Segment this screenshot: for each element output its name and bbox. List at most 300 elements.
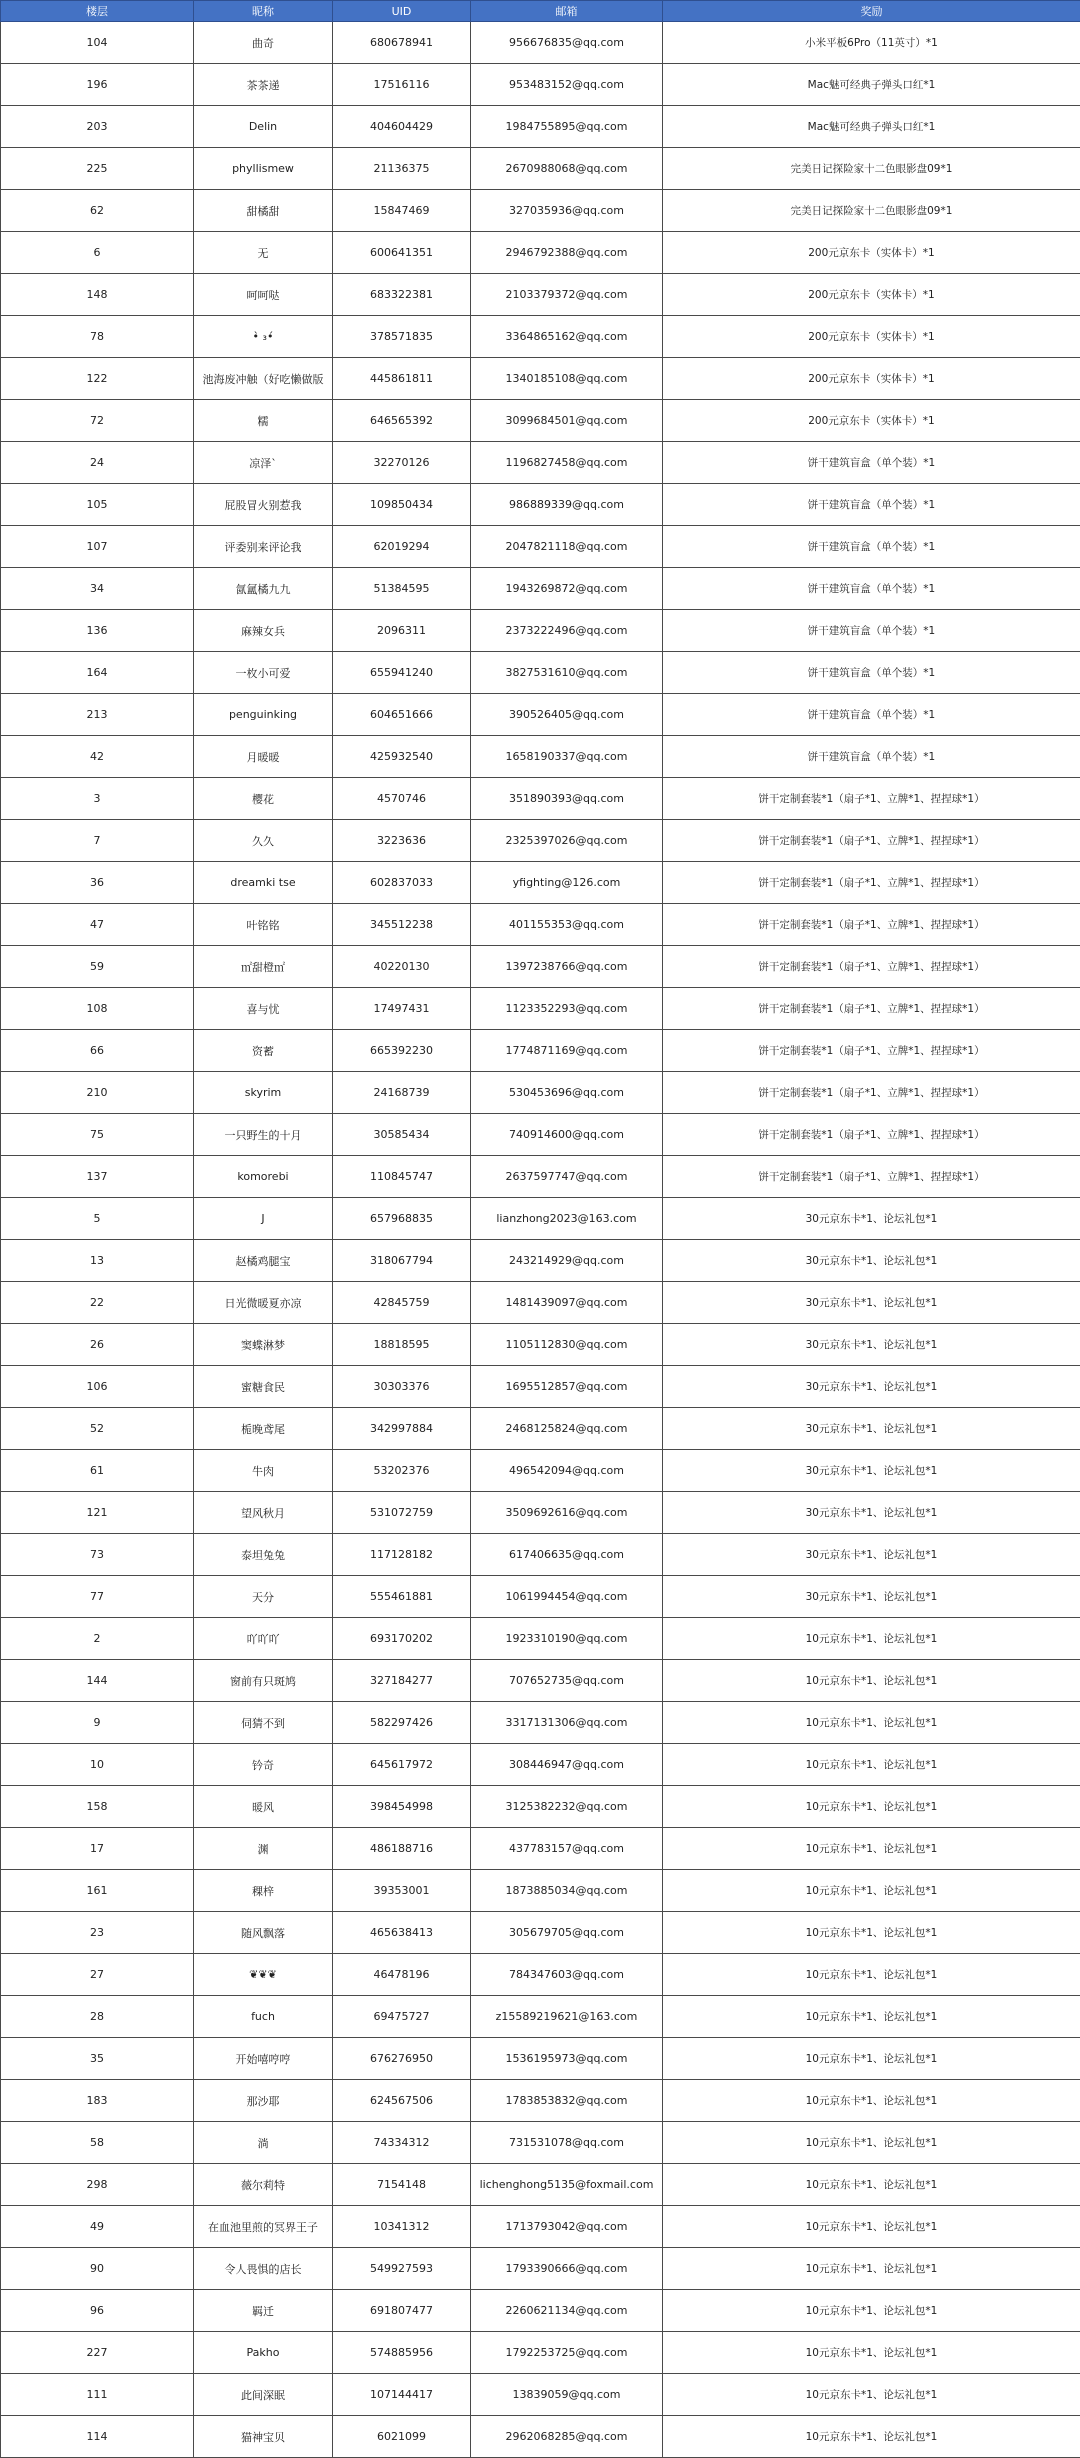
cell-nickname: 在血池里煎的冥界王子 [194, 2206, 333, 2248]
cell-nickname: 呵呵哒 [194, 274, 333, 316]
cell-nickname: 池海废冲触（好吃懒做版 [194, 358, 333, 400]
cell-uid: 24168739 [333, 1072, 471, 1114]
cell-nickname: 屁股冒火别惹我 [194, 484, 333, 526]
cell-uid: 404604429 [333, 106, 471, 148]
cell-uid: 6021099 [333, 2416, 471, 2458]
table-row [1, 2416, 1080, 2458]
table-row [1, 1870, 1080, 1912]
cell-email: 1397238766@qq.com [471, 946, 663, 988]
cell-email: 956676835@qq.com [471, 22, 663, 64]
cell-nickname: 糯 [194, 400, 333, 442]
cell-nickname: 薇尔莉特 [194, 2164, 333, 2206]
cell-reward: 饼干定制套装*1（扇子*1、立牌*1、捏捏球*1） [663, 904, 1080, 946]
cell-email: 305679705@qq.com [471, 1912, 663, 1954]
cell-reward: 30元京东卡*1、论坛礼包*1 [663, 1450, 1080, 1492]
cell-email: 1792253725@qq.com [471, 2332, 663, 2374]
cell-uid: 10341312 [333, 2206, 471, 2248]
cell-reward: 30元京东卡*1、论坛礼包*1 [663, 1240, 1080, 1282]
cell-email: 2468125824@qq.com [471, 1408, 663, 1450]
table-row [1, 1072, 1080, 1114]
table-row [1, 106, 1080, 148]
table-row [1, 526, 1080, 568]
cell-uid: 398454998 [333, 1786, 471, 1828]
cell-nickname: 无 [194, 232, 333, 274]
cell-reward: 饼干建筑盲盒（单个装）*1 [663, 484, 1080, 526]
table-row [1, 1660, 1080, 1702]
cell-email: 2260621134@qq.com [471, 2290, 663, 2332]
cell-floor: 10 [1, 1744, 194, 1786]
cell-uid: 574885956 [333, 2332, 471, 2374]
cell-reward: 10元京东卡*1、论坛礼包*1 [663, 1786, 1080, 1828]
cell-floor: 7 [1, 820, 194, 862]
cell-uid: 21136375 [333, 148, 471, 190]
cell-reward: 200元京东卡（实体卡）*1 [663, 400, 1080, 442]
cell-floor: 34 [1, 568, 194, 610]
cell-reward: 10元京东卡*1、论坛礼包*1 [663, 1870, 1080, 1912]
table-row [1, 820, 1080, 862]
cell-floor: 49 [1, 2206, 194, 2248]
cell-nickname: 牛肉 [194, 1450, 333, 1492]
cell-email: lichenghong5135@foxmail.com [471, 2164, 663, 2206]
cell-reward: 完美日记探险家十二色眼影盘09*1 [663, 190, 1080, 232]
cell-nickname: 一枚小可爱 [194, 652, 333, 694]
cell-nickname: 泰坦兔兔 [194, 1534, 333, 1576]
table-row [1, 1954, 1080, 1996]
cell-floor: 5 [1, 1198, 194, 1240]
cell-reward: 完美日记探险家十二色眼影盘09*1 [663, 148, 1080, 190]
cell-floor: 158 [1, 1786, 194, 1828]
cell-reward: 饼干建筑盲盒（单个装）*1 [663, 652, 1080, 694]
table-row [1, 1702, 1080, 1744]
cell-nickname: 钤奇 [194, 1744, 333, 1786]
cell-nickname: ❦❦❦ [194, 1954, 333, 1996]
cell-email: 3317131306@qq.com [471, 1702, 663, 1744]
cell-nickname: 评委别来评论我 [194, 526, 333, 568]
cell-reward: 10元京东卡*1、论坛礼包*1 [663, 2332, 1080, 2374]
cell-floor: 27 [1, 1954, 194, 1996]
cell-uid: 39353001 [333, 1870, 471, 1912]
cell-uid: 465638413 [333, 1912, 471, 1954]
cell-floor: 62 [1, 190, 194, 232]
cell-email: 1713793042@qq.com [471, 2206, 663, 2248]
cell-email: 3125382232@qq.com [471, 1786, 663, 1828]
cell-floor: 36 [1, 862, 194, 904]
cell-reward: 200元京东卡（实体卡）*1 [663, 316, 1080, 358]
cell-floor: 47 [1, 904, 194, 946]
cell-uid: 62019294 [333, 526, 471, 568]
cell-email: 2373222496@qq.com [471, 610, 663, 652]
cell-uid: 110845747 [333, 1156, 471, 1198]
cell-email: 530453696@qq.com [471, 1072, 663, 1114]
cell-nickname: fuch [194, 1996, 333, 2038]
cell-email: 2103379372@qq.com [471, 274, 663, 316]
cell-email: 740914600@qq.com [471, 1114, 663, 1156]
table-row [1, 1366, 1080, 1408]
cell-reward: 10元京东卡*1、论坛礼包*1 [663, 2164, 1080, 2206]
cell-email: 3509692616@qq.com [471, 1492, 663, 1534]
cell-nickname: 渊 [194, 1828, 333, 1870]
cell-nickname: 资蓄 [194, 1030, 333, 1072]
table-row [1, 2038, 1080, 2080]
cell-floor: 66 [1, 1030, 194, 1072]
cell-uid: 30303376 [333, 1366, 471, 1408]
cell-nickname: 伺猜不到 [194, 1702, 333, 1744]
cell-email: 1658190337@qq.com [471, 736, 663, 778]
cell-nickname: 羁迁 [194, 2290, 333, 2332]
cell-reward: 10元京东卡*1、论坛礼包*1 [663, 2080, 1080, 2122]
cell-nickname: 窦蝶淋梦 [194, 1324, 333, 1366]
cell-email: 2946792388@qq.com [471, 232, 663, 274]
table-row [1, 2122, 1080, 2164]
cell-floor: 75 [1, 1114, 194, 1156]
cell-nickname: 曲奇 [194, 22, 333, 64]
cell-reward: 10元京东卡*1、论坛礼包*1 [663, 1618, 1080, 1660]
cell-reward: 饼干定制套装*1（扇子*1、立牌*1、捏捏球*1） [663, 1114, 1080, 1156]
cell-nickname: 氤氲橘九九 [194, 568, 333, 610]
cell-floor: 105 [1, 484, 194, 526]
cell-nickname: komorebi [194, 1156, 333, 1198]
cell-email: 986889339@qq.com [471, 484, 663, 526]
cell-email: 1536195973@qq.com [471, 2038, 663, 2080]
table-row [1, 1786, 1080, 1828]
cell-uid: 40220130 [333, 946, 471, 988]
cell-reward: 饼干定制套装*1（扇子*1、立牌*1、捏捏球*1） [663, 1072, 1080, 1114]
cell-uid: 600641351 [333, 232, 471, 274]
cell-reward: 饼干建筑盲盒（单个装）*1 [663, 526, 1080, 568]
cell-email: 3364865162@qq.com [471, 316, 663, 358]
cell-email: 2637597747@qq.com [471, 1156, 663, 1198]
cell-floor: 22 [1, 1282, 194, 1324]
cell-email: yfighting@126.com [471, 862, 663, 904]
cell-email: 1105112830@qq.com [471, 1324, 663, 1366]
cell-email: 1984755895@qq.com [471, 106, 663, 148]
cell-uid: 15847469 [333, 190, 471, 232]
cell-floor: 107 [1, 526, 194, 568]
cell-email: 1793390666@qq.com [471, 2248, 663, 2290]
table-row [1, 946, 1080, 988]
cell-nickname: 窗前有只斑鸠 [194, 1660, 333, 1702]
cell-nickname: 那沙耶 [194, 2080, 333, 2122]
table-row [1, 2332, 1080, 2374]
cell-reward: 30元京东卡*1、论坛礼包*1 [663, 1534, 1080, 1576]
cell-floor: 23 [1, 1912, 194, 1954]
cell-reward: 饼干定制套装*1（扇子*1、立牌*1、捏捏球*1） [663, 778, 1080, 820]
cell-uid: 657968835 [333, 1198, 471, 1240]
cell-email: 1123352293@qq.com [471, 988, 663, 1030]
cell-floor: 9 [1, 1702, 194, 1744]
cell-nickname: 叶铭铭 [194, 904, 333, 946]
cell-nickname: 暖风 [194, 1786, 333, 1828]
cell-email: 437783157@qq.com [471, 1828, 663, 1870]
cell-floor: 225 [1, 148, 194, 190]
cell-floor: 52 [1, 1408, 194, 1450]
table-row [1, 988, 1080, 1030]
cell-uid: 42845759 [333, 1282, 471, 1324]
cell-reward: 10元京东卡*1、论坛礼包*1 [663, 2038, 1080, 2080]
table-row [1, 1576, 1080, 1618]
cell-email: 617406635@qq.com [471, 1534, 663, 1576]
cell-email: 1783853832@qq.com [471, 2080, 663, 2122]
cell-reward: 饼干建筑盲盒（单个装）*1 [663, 694, 1080, 736]
table-row [1, 1408, 1080, 1450]
cell-floor: 164 [1, 652, 194, 694]
cell-uid: 109850434 [333, 484, 471, 526]
cell-uid: 425932540 [333, 736, 471, 778]
table-row [1, 1030, 1080, 1072]
cell-nickname: 茶茶递 [194, 64, 333, 106]
cell-reward: 饼干建筑盲盒（单个装）*1 [663, 568, 1080, 610]
cell-email: 2325397026@qq.com [471, 820, 663, 862]
cell-reward: 饼干定制套装*1（扇子*1、立牌*1、捏捏球*1） [663, 820, 1080, 862]
cell-email: 3827531610@qq.com [471, 652, 663, 694]
cell-nickname: 令人畏惧的店长 [194, 2248, 333, 2290]
cell-floor: 144 [1, 1660, 194, 1702]
cell-reward: 30元京东卡*1、论坛礼包*1 [663, 1492, 1080, 1534]
cell-reward: 饼干定制套装*1（扇子*1、立牌*1、捏捏球*1） [663, 862, 1080, 904]
cell-nickname: skyrim [194, 1072, 333, 1114]
cell-email: 1943269872@qq.com [471, 568, 663, 610]
cell-uid: 327184277 [333, 1660, 471, 1702]
cell-reward: 30元京东卡*1、论坛礼包*1 [663, 1366, 1080, 1408]
cell-nickname: 随风飘落 [194, 1912, 333, 1954]
cell-uid: 693170202 [333, 1618, 471, 1660]
cell-floor: 136 [1, 610, 194, 652]
cell-floor: 114 [1, 2416, 194, 2458]
cell-floor: 13 [1, 1240, 194, 1282]
table-row [1, 2164, 1080, 2206]
cell-email: 390526405@qq.com [471, 694, 663, 736]
table-row [1, 610, 1080, 652]
table-row [1, 358, 1080, 400]
cell-uid: 46478196 [333, 1954, 471, 1996]
cell-floor: 28 [1, 1996, 194, 2038]
cell-nickname: 赵橘鸡腿宝 [194, 1240, 333, 1282]
header-email: 邮箱 [471, 1, 663, 22]
table-row [1, 904, 1080, 946]
cell-uid: 53202376 [333, 1450, 471, 1492]
cell-floor: 96 [1, 2290, 194, 2332]
cell-floor: 148 [1, 274, 194, 316]
cell-floor: 78 [1, 316, 194, 358]
cell-email: 243214929@qq.com [471, 1240, 663, 1282]
cell-reward: 饼干建筑盲盒（单个装）*1 [663, 736, 1080, 778]
cell-uid: 531072759 [333, 1492, 471, 1534]
cell-floor: 2 [1, 1618, 194, 1660]
header-reward: 奖励 [663, 1, 1080, 22]
table-row [1, 2248, 1080, 2290]
cell-uid: 680678941 [333, 22, 471, 64]
table-row [1, 1534, 1080, 1576]
cell-uid: 69475727 [333, 1996, 471, 2038]
cell-nickname: 吖吖吖 [194, 1618, 333, 1660]
table-row [1, 1198, 1080, 1240]
cell-floor: 106 [1, 1366, 194, 1408]
cell-nickname: 久久 [194, 820, 333, 862]
cell-nickname: 日光微暖夏亦凉 [194, 1282, 333, 1324]
cell-reward: 小米平板6Pro（11英寸）*1 [663, 22, 1080, 64]
cell-reward: 10元京东卡*1、论坛礼包*1 [663, 2248, 1080, 2290]
cell-floor: 59 [1, 946, 194, 988]
cell-uid: 18818595 [333, 1324, 471, 1366]
cell-email: 2047821118@qq.com [471, 526, 663, 568]
cell-uid: 4570746 [333, 778, 471, 820]
table-row [1, 442, 1080, 484]
cell-uid: 378571835 [333, 316, 471, 358]
cell-nickname: 天分 [194, 1576, 333, 1618]
cell-uid: 318067794 [333, 1240, 471, 1282]
cell-reward: 30元京东卡*1、论坛礼包*1 [663, 1282, 1080, 1324]
table-row [1, 1324, 1080, 1366]
cell-email: 1923310190@qq.com [471, 1618, 663, 1660]
cell-uid: 3223636 [333, 820, 471, 862]
cell-nickname: 喜与忧 [194, 988, 333, 1030]
cell-email: 1061994454@qq.com [471, 1576, 663, 1618]
cell-email: 327035936@qq.com [471, 190, 663, 232]
table-row [1, 1282, 1080, 1324]
cell-nickname: 稞梓 [194, 1870, 333, 1912]
cell-uid: 107144417 [333, 2374, 471, 2416]
table-row [1, 568, 1080, 610]
cell-uid: 17516116 [333, 64, 471, 106]
cell-nickname: 月暖暖 [194, 736, 333, 778]
cell-reward: 10元京东卡*1、论坛礼包*1 [663, 1912, 1080, 1954]
cell-reward: 30元京东卡*1、论坛礼包*1 [663, 1576, 1080, 1618]
cell-nickname: 凉泽` [194, 442, 333, 484]
cell-reward: 10元京东卡*1、论坛礼包*1 [663, 1954, 1080, 1996]
cell-email: 2670988068@qq.com [471, 148, 663, 190]
table-row [1, 1450, 1080, 1492]
cell-floor: 122 [1, 358, 194, 400]
cell-nickname: Delin [194, 106, 333, 148]
table-row [1, 1912, 1080, 1954]
cell-reward: Mac魅可经典子弹头口红*1 [663, 106, 1080, 148]
cell-nickname: 甜橘甜 [194, 190, 333, 232]
cell-uid: 30585434 [333, 1114, 471, 1156]
cell-nickname: penguinking [194, 694, 333, 736]
cell-reward: 30元京东卡*1、论坛礼包*1 [663, 1408, 1080, 1450]
cell-nickname: phyllismew [194, 148, 333, 190]
cell-reward: 30元京东卡*1、论坛礼包*1 [663, 1324, 1080, 1366]
cell-floor: 73 [1, 1534, 194, 1576]
table-row [1, 862, 1080, 904]
cell-reward: 200元京东卡（实体卡）*1 [663, 274, 1080, 316]
cell-floor: 104 [1, 22, 194, 64]
cell-nickname: 望风秋月 [194, 1492, 333, 1534]
cell-uid: 32270126 [333, 442, 471, 484]
cell-floor: 61 [1, 1450, 194, 1492]
cell-uid: 582297426 [333, 1702, 471, 1744]
cell-floor: 203 [1, 106, 194, 148]
cell-email: 707652735@qq.com [471, 1660, 663, 1702]
table-row [1, 1492, 1080, 1534]
table-row [1, 2080, 1080, 2122]
cell-floor: 90 [1, 2248, 194, 2290]
header-row [1, 1, 1080, 22]
cell-uid: 2096311 [333, 610, 471, 652]
cell-floor: 161 [1, 1870, 194, 1912]
table-row [1, 652, 1080, 694]
cell-uid: 683322381 [333, 274, 471, 316]
cell-floor: 35 [1, 2038, 194, 2080]
cell-floor: 3 [1, 778, 194, 820]
table-row [1, 64, 1080, 106]
cell-email: 1774871169@qq.com [471, 1030, 663, 1072]
cell-reward: 10元京东卡*1、论坛礼包*1 [663, 2416, 1080, 2458]
cell-floor: 196 [1, 64, 194, 106]
cell-floor: 72 [1, 400, 194, 442]
cell-email: 13839059@qq.com [471, 2374, 663, 2416]
cell-reward: 饼干建筑盲盒（单个装）*1 [663, 442, 1080, 484]
cell-reward: 10元京东卡*1、论坛礼包*1 [663, 2206, 1080, 2248]
cell-reward: 200元京东卡（实体卡）*1 [663, 358, 1080, 400]
cell-floor: 137 [1, 1156, 194, 1198]
cell-reward: 10元京东卡*1、论坛礼包*1 [663, 2122, 1080, 2164]
cell-uid: 342997884 [333, 1408, 471, 1450]
cell-nickname: 猫神宝贝 [194, 2416, 333, 2458]
table-row [1, 190, 1080, 232]
cell-reward: Mac魅可经典子弹头口红*1 [663, 64, 1080, 106]
cell-reward: 10元京东卡*1、论坛礼包*1 [663, 1744, 1080, 1786]
cell-floor: 26 [1, 1324, 194, 1366]
cell-reward: 10元京东卡*1、论坛礼包*1 [663, 1996, 1080, 2038]
table-row [1, 316, 1080, 358]
cell-reward: 200元京东卡（实体卡）*1 [663, 232, 1080, 274]
header-nickname: 昵称 [194, 1, 333, 22]
cell-email: 3099684501@qq.com [471, 400, 663, 442]
table-row [1, 2374, 1080, 2416]
table-row [1, 1114, 1080, 1156]
cell-uid: 74334312 [333, 2122, 471, 2164]
cell-email: 351890393@qq.com [471, 778, 663, 820]
table-row [1, 22, 1080, 64]
cell-uid: 624567506 [333, 2080, 471, 2122]
table-row [1, 2290, 1080, 2332]
cell-uid: 646565392 [333, 400, 471, 442]
table-row [1, 1618, 1080, 1660]
table-row [1, 2206, 1080, 2248]
cell-floor: 24 [1, 442, 194, 484]
cell-uid: 691807477 [333, 2290, 471, 2332]
cell-email: 2962068285@qq.com [471, 2416, 663, 2458]
cell-floor: 210 [1, 1072, 194, 1114]
table-row [1, 484, 1080, 526]
table-row [1, 694, 1080, 736]
cell-reward: 饼干定制套装*1（扇子*1、立牌*1、捏捏球*1） [663, 1030, 1080, 1072]
cell-floor: 108 [1, 988, 194, 1030]
cell-uid: 645617972 [333, 1744, 471, 1786]
cell-email: 784347603@qq.com [471, 1954, 663, 1996]
table-row [1, 1240, 1080, 1282]
cell-uid: 17497431 [333, 988, 471, 1030]
cell-nickname: ㎡甜橙㎡ [194, 946, 333, 988]
cell-reward: 饼干定制套装*1（扇子*1、立牌*1、捏捏球*1） [663, 988, 1080, 1030]
cell-floor: 298 [1, 2164, 194, 2206]
cell-uid: 51384595 [333, 568, 471, 610]
cell-nickname: 一只野生的十月 [194, 1114, 333, 1156]
table-row [1, 232, 1080, 274]
cell-email: 1873885034@qq.com [471, 1870, 663, 1912]
cell-uid: 549927593 [333, 2248, 471, 2290]
cell-nickname: 栀晚鸢尾 [194, 1408, 333, 1450]
table-row [1, 274, 1080, 316]
cell-email: 953483152@qq.com [471, 64, 663, 106]
table-header [1, 1, 1080, 22]
cell-email: 1695512857@qq.com [471, 1366, 663, 1408]
cell-floor: 213 [1, 694, 194, 736]
cell-reward: 10元京东卡*1、论坛礼包*1 [663, 1702, 1080, 1744]
cell-uid: 555461881 [333, 1576, 471, 1618]
cell-floor: 42 [1, 736, 194, 778]
